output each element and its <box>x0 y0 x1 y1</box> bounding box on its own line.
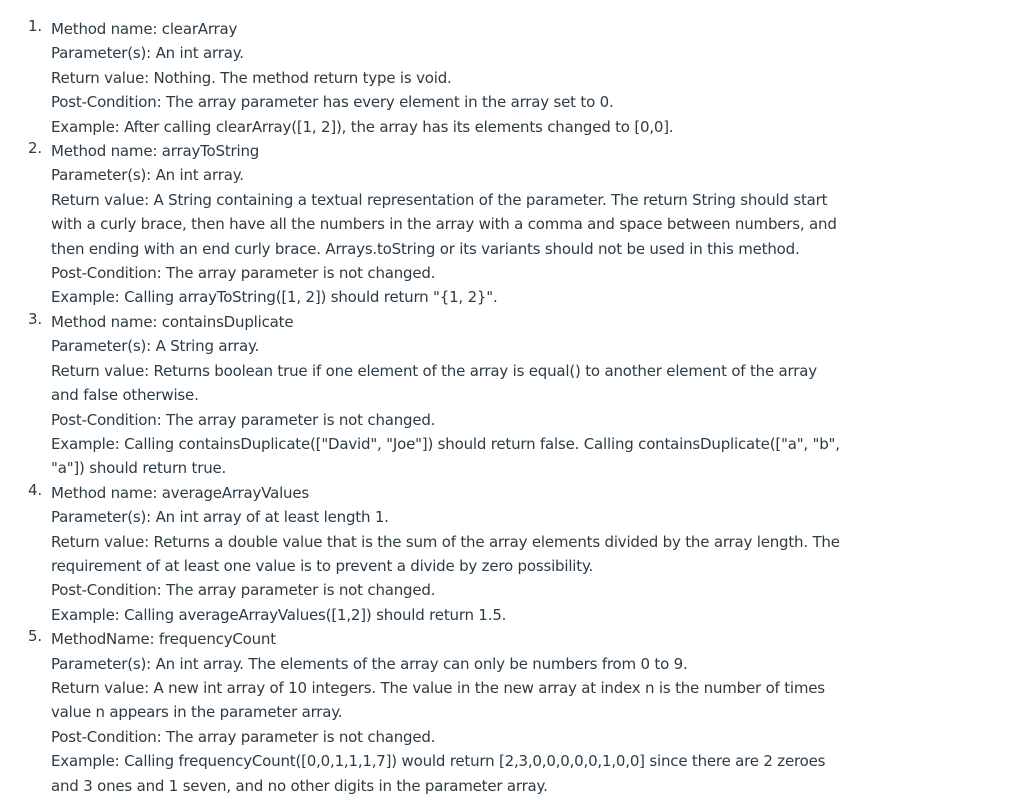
item-number: 4. <box>28 480 42 499</box>
method-post-condition: Post-Condition: The array parameter has every element in the array set to 0. <box>51 93 614 112</box>
item-number: 5. <box>28 627 42 646</box>
method-example: Example: Calling arrayToString([1, 2]) should return "{1, 2}". <box>51 288 498 307</box>
method-example: Example: Calling frequencyCount([0,0,1,1,1,7]) would return [2,3,0,0,0,0,0,1,0,0] since there are 2 zeroes and 3 ones and 1 seven, and no other digits in the parameter array. <box>51 752 826 795</box>
method-parameters: Parameter(s): An int array. <box>51 166 244 185</box>
method-name: Method name: averageArrayValues <box>51 483 309 502</box>
method-return-value: Return value: Returns boolean true if one element of the array is equal() to another element of the array and false otherwise. <box>51 361 817 405</box>
method-example: Example: Calling averageArrayValues([1,2]) should return 1.5. <box>51 605 507 624</box>
method-post-condition: Post-Condition: The array parameter is not changed. <box>51 727 436 746</box>
list-item <box>0 17 841 139</box>
method-example: Example: Calling containsDuplicate(["David", "Joe"]) should return false. Calling containsDuplicate(["a", "b", "a"]) should return true. <box>51 434 840 478</box>
method-name: Method name: clearArray <box>51 20 238 38</box>
list-item <box>0 139 841 310</box>
method-return-value: Return value: Returns a double value that is the sum of the array elements divided by the array length. The requirement of at least one value is to prevent a divide by zero possibility. <box>51 532 840 575</box>
method-return-value: Return value: A new int array of 10 integers. The value in the new array at index n is the number of times value n appears in the parameter array. <box>51 678 825 722</box>
method-parameters: Parameter(s): A String array. <box>51 337 260 356</box>
method-name: MethodName: frequencyCount <box>51 630 276 649</box>
list-item <box>0 310 841 481</box>
method-list <box>0 17 1024 798</box>
item-number: 2. <box>28 139 42 158</box>
method-return-value: Return value: Nothing. The method return type is void. <box>51 68 452 87</box>
method-example: Example: After calling clearArray([1, 2]), the array has its elements changed to [0,0]. <box>51 117 674 136</box>
list-item <box>0 627 841 798</box>
item-number: 1. <box>28 17 42 35</box>
method-parameters: Parameter(s): An int array. <box>51 44 244 63</box>
method-post-condition: Post-Condition: The array parameter is not changed. <box>51 581 436 600</box>
method-name: Method name: containsDuplicate <box>51 312 294 331</box>
clipped-top-text-line <box>0 0 1024 2</box>
method-return-value: Return value: A String containing a textual representation of the parameter. The return String should start with a curly brace, then have all the numbers in the array with a comma and space between numbers, and then ending with an end curly brace. Arrays.toString or its variants should not be used in this method. <box>51 190 837 258</box>
method-parameters: Parameter(s): An int array. The elements of the array can only be numbers from 0 to 9. <box>51 654 688 673</box>
method-post-condition: Post-Condition: The array parameter is not changed. <box>51 264 436 283</box>
method-parameters: Parameter(s): An int array of at least length 1. <box>51 508 389 527</box>
item-number: 3. <box>28 309 42 328</box>
method-name: Method name: arrayToString <box>51 142 260 161</box>
method-post-condition: Post-Condition: The array parameter is not changed. <box>51 410 436 429</box>
list-item <box>0 481 841 627</box>
